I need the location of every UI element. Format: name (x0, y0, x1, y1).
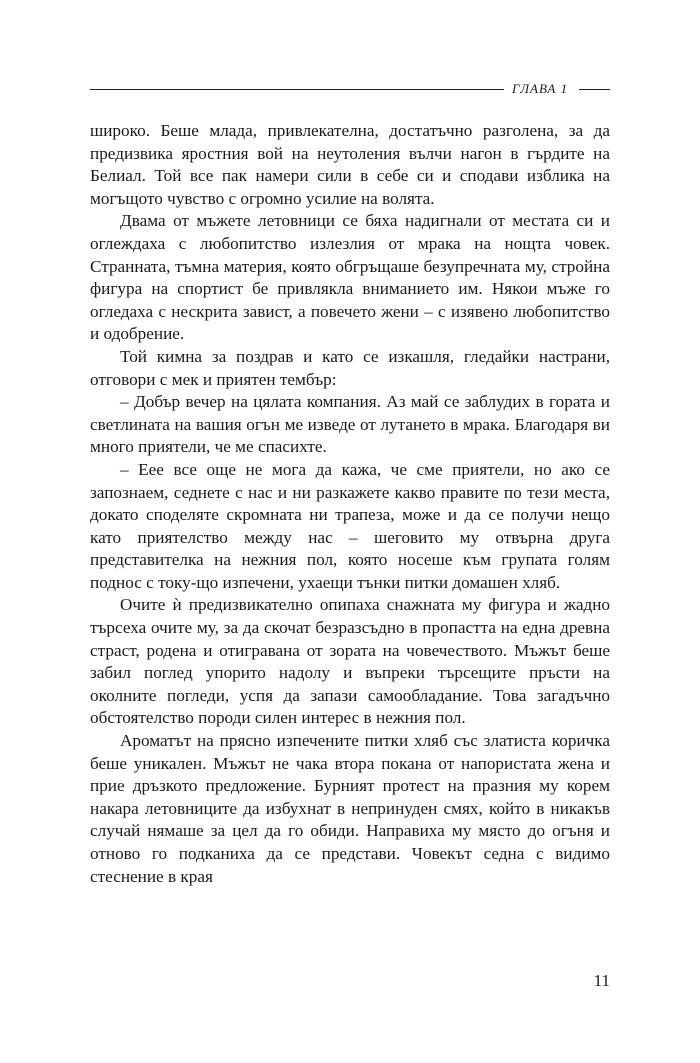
page-number: 11 (593, 971, 610, 990)
running-header (90, 78, 610, 100)
header-rule-right (579, 89, 610, 90)
dialogue-paragraph: – Добър вечер на цялата компания. Аз май се заблудих в гората и светлината на вашия огън ме изведе от лутането в мрака. Благодаря ви много приятели, че ме спасихте. (90, 392, 610, 457)
dialogue-paragraph: – Еее все още не мога да кажа, че сме приятели, но ако се запознаем, седнете с нас и ни разкажете какво правите по тези места, докато споделяте скромната ни трапеза, може и да се получи нещо като приятелство между нас – шеговито му отвърна друга представителка на нежния пол, която носеше към групата голям поднос с току-що изпечени, ухаещи тънки питки домашен хляб. (90, 459, 610, 592)
paragraph: Двама от мъжете летовници се бяха надигнали от местата си и оглеждаха с любопитство излезлия от мрака на нощта човек. Странната, тъмна материя, която обгръщаше безупречната му, стройна фигура на спортист бе привлякла вниманието им. Някои мъже го огледаха с нескрита завист, а повечето жени – с изявено любопитство и одобрение. (90, 211, 610, 344)
body-text (90, 120, 610, 888)
chapter-title: ГЛАВА 1 (512, 81, 569, 96)
paragraph: Ароматът на прясно изпечените питки хляб със златиста коричка беше уникален. Мъжът не чака втора покана от напористата жена и прие дръзкото предложение. Бурният протест на празния му корем накара летовниците да избухнат в непринуден смях, който в никакъв случай нямаше за цел да го обиди. Направиха му място до огъня и отново го подканиха да се представи. Човекът седна с видимо стеснение в края (90, 731, 610, 886)
paragraph: Очите ѝ предизвикателно опипаха снажната му фигура и жадно търсеха очите му, за да скочат безразсъдно в пропастта на една древна страст, родена и отигравана от зората на човечеството. Мъжът беше забил поглед упорито надолу и въпреки търсещите пръсти на околните погледи, успя да запази самообладание. Това загадъчно обстоятелство породи силен интерес в нежния пол. (90, 595, 610, 728)
paragraph: Той кимна за поздрав и като се изкашля, гледайки настрани, отговори с мек и приятен тембър: (90, 346, 610, 389)
paragraph: широко. Беше млада, привлекателна, достатъчно разголена, за да предизвика яростния вой на неутоления вълчи нагон в гърдите на Белиал. Той все пак намери сили в себе си и сподави изблика на могъщото чувство с огромно усилие на волята. (90, 121, 610, 208)
header-rule-left (90, 89, 504, 90)
